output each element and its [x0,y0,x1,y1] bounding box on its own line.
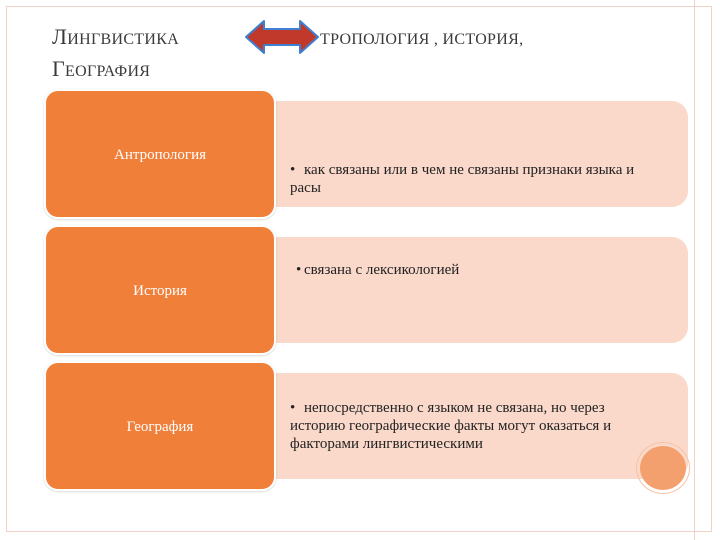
slide-title-line-2 [52,56,150,82]
row-1-label: Антропология [114,147,206,163]
row-2-description: • связана с лексикологией [296,262,460,278]
slide-side-rule [694,0,695,540]
row-1-description: • как связаны или в чем не связаны признаки языка и расы [290,162,635,196]
row-3-label: География [126,419,194,435]
row-2-label: История [133,283,187,299]
title-cap: Л [52,24,68,49]
row-3-description-panel [262,373,688,479]
row-3-description: • непосредственно с языком не связана, но через историю географические факты могут оказаться и факторами лингвистическими [290,400,612,452]
title-word: ТРОПОЛОГИЯ , ИСТОРИЯ, [320,31,524,48]
title-cap: Г [52,56,66,81]
row-3-label-box [44,361,276,491]
slide-title-line-1-right [320,24,523,50]
row-2-label-box [44,225,276,355]
title-word: ИНГВИСТИКА [67,31,180,48]
double-arrow-icon [244,18,320,56]
decorative-circle [640,446,686,490]
title-word: ЕОГРАФИЯ [65,63,151,80]
row-1-description-panel [262,101,688,207]
row-1-label-box [44,89,276,219]
slide-title-line-1 [52,24,179,50]
row-2-description-panel [262,237,688,343]
